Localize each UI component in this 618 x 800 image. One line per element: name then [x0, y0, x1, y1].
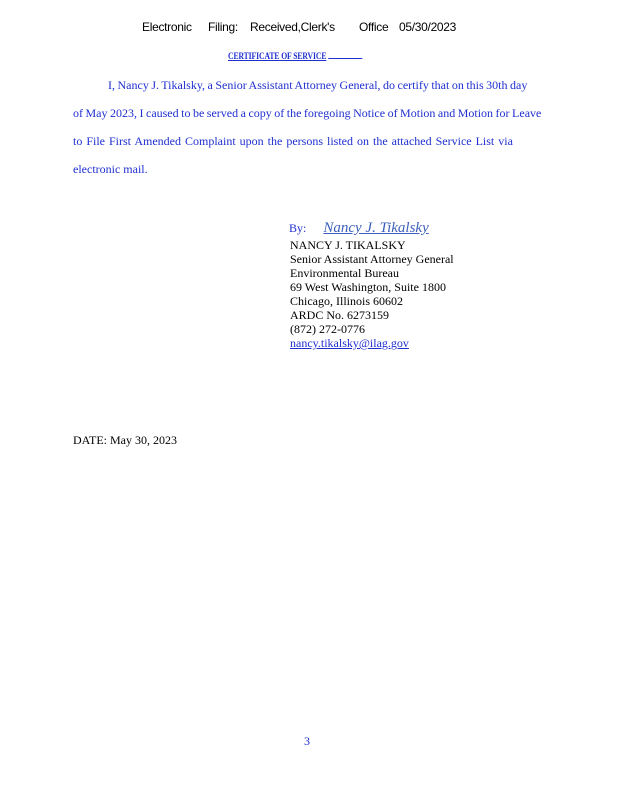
body-line-2: of May 2023, I caused to be served a copy of the foregoing Notice of Motion and Motion for Leave	[73, 106, 542, 120]
signer-city: Chicago, Illinois 60602	[290, 294, 403, 308]
signer-address: 69 West Washington, Suite 1800	[290, 280, 446, 294]
page-number: 3	[304, 734, 310, 748]
certificate-title: CERTIFICATE OF SERVICE	[228, 51, 362, 61]
date-line: DATE: May 30, 2023	[73, 433, 177, 447]
by-label: By:	[289, 221, 307, 235]
signer-email-link[interactable]: nancy.tikalsky@ilag.gov	[290, 336, 409, 350]
signer-name: NANCY J. TIKALSKY	[290, 238, 406, 252]
signer-ardc: ARDC No. 6273159	[290, 308, 390, 322]
signature-line	[289, 220, 429, 237]
header-received: Received,Clerk's	[250, 20, 335, 34]
header-filing: Filing:	[208, 20, 238, 34]
header-office: Office	[359, 20, 389, 34]
handwritten-signature: Nancy J. Tikalsky	[323, 220, 429, 236]
signer-title: Senior Assistant Attorney General	[290, 252, 454, 266]
body-line-4: electronic mail.	[73, 162, 148, 176]
signer-phone: (872) 272-0776	[290, 322, 365, 336]
signer-bureau: Environmental Bureau	[290, 266, 399, 280]
header-electronic: Electronic	[142, 20, 192, 34]
body-line-1: I, Nancy J. Tikalsky, a Senior Assistant Attorney General, do certify that on this 30th day	[108, 78, 528, 92]
header-date: 05/30/2023	[399, 20, 457, 34]
body-line-3: to File First Amended Complaint upon the persons listed on the attached Service List via	[73, 134, 513, 148]
